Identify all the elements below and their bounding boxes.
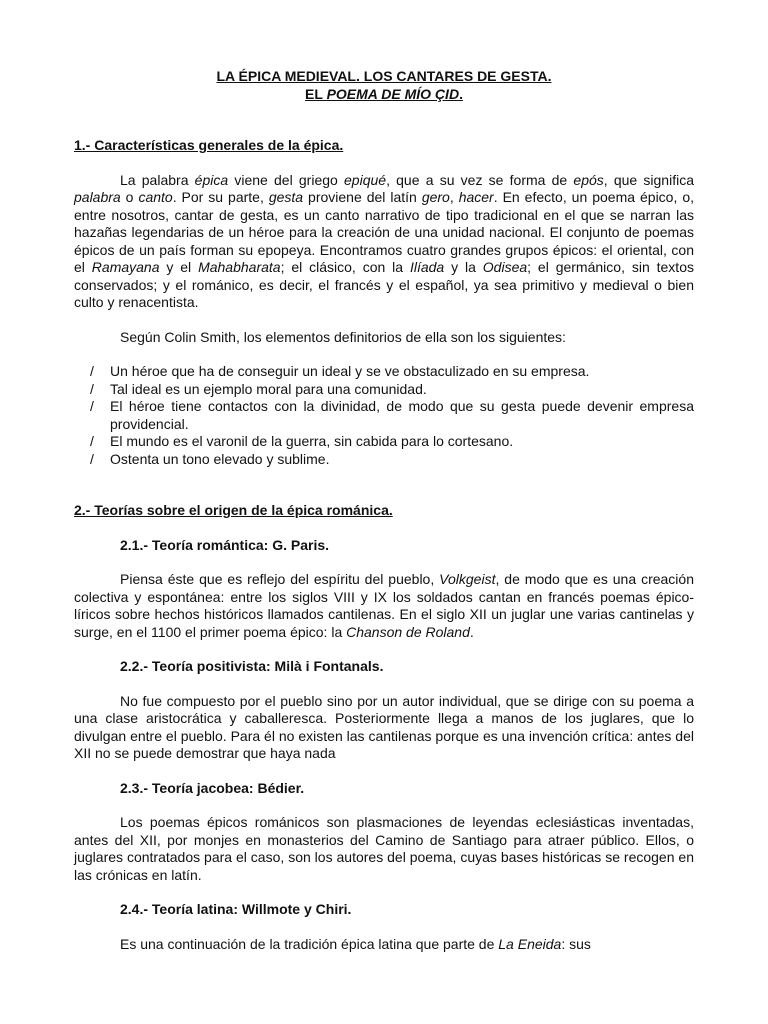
section-2-2-heading: 2.2.- Teoría positivista: Milà i Fontanals. [120,658,384,674]
text-run: La palabra [120,171,195,188]
list-item [74,381,694,399]
text-run: Es una continuación de la tradición épica latina que parte de [120,935,499,952]
section-2-heading: 2.- Teorías sobre el origen de la épica románica. [74,502,393,518]
section-2-2-paragraph [74,693,694,763]
text-run: No fue compuesto por el pueblo sino por un autor individual, que se dirige con su poema a una clase aristocrática y caballeresca. Posteriormente llega a manos de los juglares, que lo divulgan entre el pueblo. Para él no existen las cantilenas porque es una invención crítica: antes del XII no se puede demostrar que haya nada [74,692,694,761]
list-item-text: El mundo es el varonil de la guerra, sin cabida para lo cortesano. [110,433,514,449]
italic-run: hacer [458,189,494,205]
text-run: proviene del latín [303,189,422,205]
italic-run: canto [138,189,173,205]
italic-run: gesta [268,189,304,205]
list-marker: / [90,380,94,397]
italic-run: Volkgeist [439,571,496,587]
italic-run: Chanson de Roland [346,623,470,640]
text-run: : sus [561,935,591,952]
section-1-heading: 1.- Características generales de la épica. [74,137,344,153]
italic-run: Ilíada [409,259,445,275]
italic-run: La Eneida [498,935,562,952]
text-run: , que a su vez se forma de [386,171,574,188]
section-2-3-paragraph [74,814,694,884]
text-run: ; el germánico, sin textos conservados; y el románico, es decir, el francés y el español, ya sea primitivo y medieval o bien culto y renacentista. [74,259,694,310]
italic-run: Odisea [482,259,528,275]
list-item-text: Ostenta un tono elevado y sublime. [110,450,330,467]
text-run: y la [444,259,483,275]
italic-run: Mahabharata [198,259,281,275]
title-line-2-suffix: . [459,85,463,102]
section-2-1-paragraph [74,571,694,641]
list-marker: / [90,450,94,467]
italic-run: palabra [74,189,121,205]
list-marker: / [90,398,94,414]
italic-run: épica [194,171,229,188]
text-run: y el [159,259,199,275]
italic-run: Ramayana [91,259,160,275]
title-line-1: LA ÉPICA MEDIEVAL. LOS CANTARES DE GESTA. [216,68,552,84]
list-item-text: El héroe tiene contactos con la divinidad, de modo que su gesta puede devenir empresa providencial. [110,398,694,432]
text-run: . En efecto, un poema épico, o, entre nosotros, cantar de gesta, es un canto narrativo de tipo tradicional en el que se narran las hazañas legendarias de un héroe para la creación de una unidad nacional. El conjunto de poemas épicos de un país forman su epopeya. Encontramos cuatro grandes grupos épicos: el oriental, con el [74,189,695,275]
text-run: o [120,189,139,205]
list-marker: / [90,363,94,379]
list-marker: / [90,433,94,449]
text-run: , de modo que es una creación colectiva y espontánea: entre los siglos VIII y IX los soldados cantan en francés poemas épico-líricos sobre hechos históricos llamados cantilenas. En el siglo XII un juglar une varias cantinelas y surge, en el 1100 el primer poema épico: la [74,571,694,640]
list-item [74,451,694,469]
italic-run: gero [421,189,450,205]
document-title [74,68,694,103]
section-2-1-heading: 2.1.- Teoría romántica: G. Paris. [120,536,330,553]
text-run: Los poemas épicos románicos son plasmaciones de leyendas eclesiásticas inventadas, antes del XII, por monjes en monasterios del Camino de Santiago para atraer público. Ellos, o juglares contratados para el caso, son los autores del poema, cuyas bases históricas se recogen en las crónicas en latín. [74,814,694,883]
text-run: viene del griego [228,171,345,188]
text-run: . [469,623,474,640]
text-run: , que significa [603,171,694,188]
list-item [74,363,694,381]
section-2-4-paragraph [74,936,694,954]
text-run: , [449,189,459,205]
characteristics-list [74,363,694,468]
text-run: . Por su parte, [172,189,269,205]
title-line-2-work: POEMA DE MÍO ÇID [326,85,460,102]
list-item [74,433,694,451]
list-item-text: Tal ideal es un ejemplo moral para una comunidad. [110,380,427,397]
section-2-4-heading: 2.4.- Teoría latina: Willmote y Chiri. [120,901,352,917]
section-2-3-heading: 2.3.- Teoría jacobea: Bédier. [120,779,305,796]
title-line-2 [74,86,694,104]
title-line-2-prefix: EL [305,85,327,102]
section-1-paragraph-2: Según Colin Smith, los elementos definitorios de ella son los siguientes: [120,328,566,345]
list-item-text: Un héroe que ha de conseguir un ideal y se ve obstaculizado en su empresa. [110,363,590,379]
list-item [74,398,694,433]
section-1-paragraph-1 [74,172,694,312]
italic-run: epiqué [344,171,387,188]
text-run: Piensa éste que es reflejo del espíritu del pueblo, [120,571,440,587]
text-run: ; el clásico, con la [280,259,410,275]
italic-run: epós [573,171,604,188]
